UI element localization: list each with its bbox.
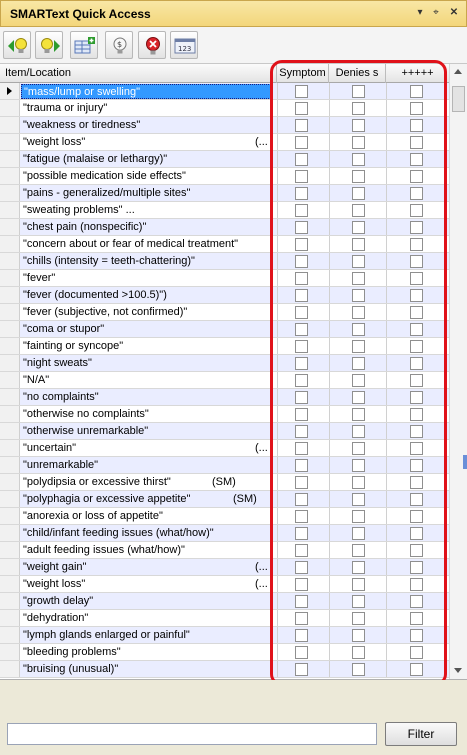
row-indicator[interactable] (0, 202, 20, 218)
123-icon (174, 35, 196, 57)
scroll-up-icon[interactable] (454, 69, 462, 74)
column-header-plus[interactable]: +++++ (401, 67, 434, 79)
row-indicator[interactable] (0, 474, 20, 490)
lightbulb-left-arrow-icon (7, 35, 29, 57)
row-indicator[interactable] (0, 83, 20, 99)
row-indicator[interactable] (0, 525, 20, 541)
row-item-label[interactable]: "child/infant feeding issues (what/how)" (23, 527, 214, 539)
row-item-label[interactable]: "sweating problems" ... (23, 204, 135, 216)
row-indicator[interactable] (0, 491, 20, 507)
row-item-tag: (SM) (212, 476, 236, 488)
row-item-tag: (SM) (233, 493, 257, 505)
filter-button[interactable]: Filter (385, 722, 457, 746)
row-item-label[interactable]: "coma or stupor" (23, 323, 105, 335)
row-item-label[interactable]: "N/A" (23, 374, 50, 386)
row-item-label[interactable]: "polyphagia or excessive appetite" (23, 493, 191, 505)
row-item-label[interactable]: "lymph glands enlarged or painful" (23, 629, 190, 641)
row-indicator[interactable] (0, 423, 20, 439)
row-indicator[interactable] (0, 627, 20, 643)
vertical-scrollbar[interactable] (449, 64, 467, 680)
row-indicator[interactable] (0, 440, 20, 456)
row-item-label[interactable]: "adult feeding issues (what/how)" (23, 544, 185, 556)
current-row-arrow-icon (7, 87, 12, 95)
row-indicator[interactable] (0, 593, 20, 609)
row-item-label[interactable]: "fever (subjective, not confirmed)" (23, 306, 188, 318)
row-item-tag: (... (255, 136, 268, 148)
row-indicator[interactable] (0, 100, 20, 116)
svg-text:$: $ (117, 40, 123, 49)
title-bar (0, 0, 467, 27)
forward-green-lightbulb-button[interactable] (35, 31, 63, 59)
row-item-tag: (... (255, 442, 268, 454)
row-item-label[interactable]: "fainting or syncope" (23, 340, 124, 352)
row-item-label[interactable]: "weakness or tiredness" (23, 119, 141, 131)
row-item-label[interactable]: "weight loss" (23, 136, 86, 148)
pin-icon[interactable]: ⌖ (433, 7, 439, 18)
row-item-label[interactable]: "trauma or injury" (23, 102, 108, 114)
checkbox-columns-highlight (270, 60, 447, 686)
row-indicator[interactable] (0, 372, 20, 388)
numeric-entry-button[interactable] (170, 31, 198, 59)
row-item-label[interactable]: "fatigue (malaise or lethargy)" (23, 153, 168, 165)
row-item-label[interactable]: "chest pain (nonspecific)" (23, 221, 147, 233)
row-indicator[interactable] (0, 389, 20, 405)
row-item-label[interactable]: "bleeding problems" (23, 646, 121, 658)
row-item-label[interactable]: "weight loss" (23, 578, 86, 590)
row-indicator[interactable] (0, 338, 20, 354)
row-indicator[interactable] (0, 644, 20, 660)
row-item-label[interactable]: "otherwise unremarkable" (23, 425, 149, 437)
row-item-label[interactable]: "bruising (unusual)" (23, 663, 119, 675)
column-header-denies[interactable]: Denies s (329, 64, 386, 83)
toolbar (0, 27, 467, 64)
row-item-label[interactable]: "concern about or fear of medical treatment" (23, 238, 239, 250)
row-item-label[interactable]: "night sweats" (23, 357, 92, 369)
filter-bar (0, 680, 467, 755)
row-indicator[interactable] (0, 287, 20, 303)
row-indicator[interactable] (0, 219, 20, 235)
row-indicator[interactable] (0, 134, 20, 150)
row-indicator[interactable] (0, 576, 20, 592)
side-dock-tab[interactable] (463, 455, 467, 469)
row-indicator[interactable] (0, 236, 20, 252)
row-indicator[interactable] (0, 610, 20, 626)
row-item-label[interactable]: "no complaints" (23, 391, 99, 403)
row-indicator[interactable] (0, 559, 20, 575)
row-item-tag: (... (255, 578, 268, 590)
chevron-down-icon[interactable]: ▾ (417, 7, 423, 18)
row-indicator[interactable] (0, 151, 20, 167)
scroll-down-icon[interactable] (454, 668, 462, 673)
row-item-label[interactable]: "anorexia or loss of appetite" (23, 510, 163, 522)
lightbulb-dollar-icon (109, 35, 131, 57)
row-indicator[interactable] (0, 508, 20, 524)
row-indicator[interactable] (0, 304, 20, 320)
lightbulb-dollar-button[interactable] (105, 31, 133, 59)
row-indicator[interactable] (0, 542, 20, 558)
add-to-grid-button[interactable] (70, 31, 98, 59)
row-item-label[interactable]: "polydipsia or excessive thirst" (23, 476, 171, 488)
row-item-label[interactable]: "mass/lump or swelling" (21, 84, 271, 99)
row-item-label[interactable]: "weight gain" (23, 561, 87, 573)
svg-text:123: 123 (178, 45, 192, 53)
row-item-label[interactable]: "fever (documented >100.5)") (23, 289, 167, 301)
column-header-symptom[interactable]: Symptom (277, 64, 329, 83)
row-indicator[interactable] (0, 253, 20, 269)
row-item-tag: (... (255, 561, 268, 573)
column-header-item-location[interactable]: Item/Location (0, 64, 277, 83)
row-indicator[interactable] (0, 321, 20, 337)
row-item-label[interactable]: "fever" (23, 272, 56, 284)
row-item-label[interactable]: "chills (intensity = teeth-chattering)" (23, 255, 195, 267)
row-indicator[interactable] (0, 185, 20, 201)
red-stop-icon (142, 35, 164, 57)
row-indicator[interactable] (0, 168, 20, 184)
row-indicator[interactable] (0, 661, 20, 677)
close-icon[interactable]: ✕ (449, 7, 459, 18)
row-item-label[interactable]: "pains - generalized/multiple sites" (23, 187, 191, 199)
scroll-thumb[interactable] (452, 86, 465, 112)
row-item-label[interactable]: "uncertain" (23, 442, 77, 454)
stop-button[interactable] (138, 31, 166, 59)
filter-input[interactable] (7, 723, 377, 745)
row-indicator[interactable] (0, 406, 20, 422)
row-item-label[interactable]: "unremarkable" (23, 459, 99, 471)
row-indicator[interactable] (0, 117, 20, 133)
lightbulb-right-arrow-icon (39, 35, 61, 57)
row-indicator[interactable] (0, 355, 20, 371)
row-item-label[interactable]: "possible medication side effects" (23, 170, 186, 182)
row-item-label[interactable]: "dehydration" (23, 612, 89, 624)
row-indicator[interactable] (0, 270, 20, 286)
window-title: SMARText Quick Access (10, 7, 151, 21)
row-indicator[interactable] (0, 457, 20, 473)
row-item-label[interactable]: "growth delay" (23, 595, 94, 607)
grid-plus-icon (74, 35, 96, 57)
back-green-lightbulb-button[interactable] (3, 31, 31, 59)
row-item-label[interactable]: "otherwise no complaints" (23, 408, 149, 420)
